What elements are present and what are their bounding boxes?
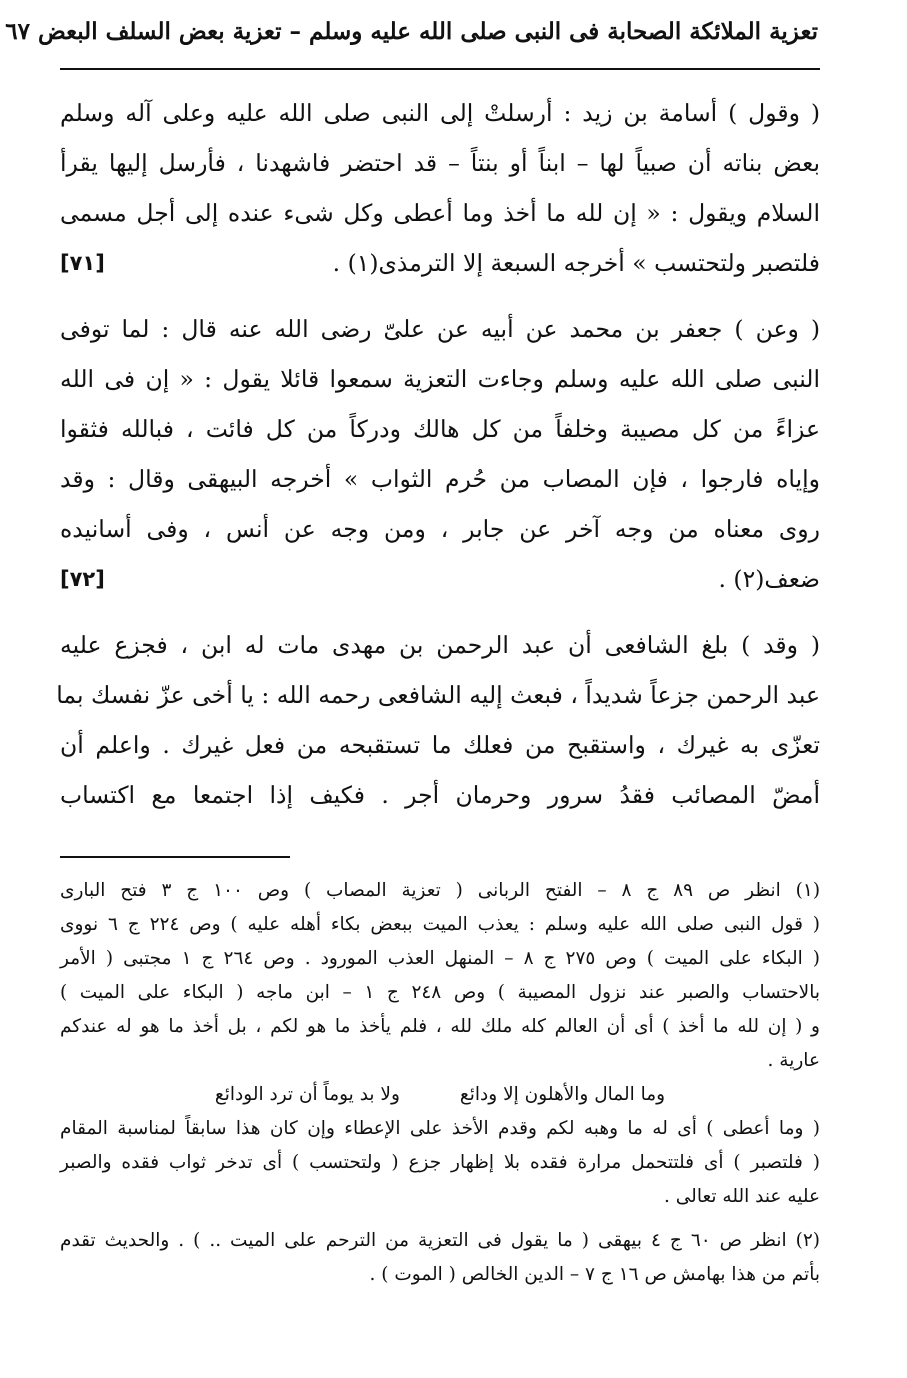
text-line: ( وعن ) جعفر بن محمد عن أبيه عن علىّ رضى الله عنه قال : لما توفى xyxy=(60,315,820,343)
footnote-1 xyxy=(60,874,820,1214)
text-line: تعزّى به غيرك ، واستقبح من فعلك ما تستقبحه من فعل غيرك . واعلم أن xyxy=(60,731,820,759)
hadith-number: [٧٢] xyxy=(60,567,105,591)
text-line: النبى صلى الله عليه وسلم وجاءت التعزية سمعوا قائلا يقول : « إن فى الله xyxy=(60,365,820,393)
hadith-number: [٧١] xyxy=(60,251,105,275)
verse-hemistich: وما المال والأهلون إلا ودائع xyxy=(459,1084,666,1105)
text-line: ( وقد ) بلغ الشافعى أن عبد الرحمن بن مهدى مات له ابن ، فجزع عليه xyxy=(60,631,820,659)
poetry-verse xyxy=(60,1078,820,1112)
page-number: ٦٧ xyxy=(5,18,30,45)
footnote-line: بالاحتساب والصبر عند نزول المصيبة ) وص ٢٤٨ ج ١ – ابن ماجه ( البكاء على الميت ) xyxy=(60,982,820,1003)
text-line: ضعف(٢) . xyxy=(718,565,820,593)
main-text xyxy=(56,88,820,820)
footnote-line: (١) انظر ص ٨٩ ج ٨ – الفتح الربانى ( تعزية المصاب ) وص ١٠٠ ج ٣ فتح البارى xyxy=(60,880,821,901)
footnote-line: عليه عند الله تعالى . xyxy=(664,1186,820,1207)
footnote-line: (٢) انظر ص ٦٠ ج ٤ بيهقى ( ما يقول فى التعزية من الترحم على الميت .. ) . والحديث تقدم xyxy=(60,1230,821,1251)
header-title: تعزية الملائكة الصحابة فى النبى صلى الله عليه وسلم – تعزية بعض السلف البعض xyxy=(37,18,818,45)
footnote-line: عارية . xyxy=(767,1050,820,1071)
footnote-line: بأتم من هذا بهامش ص ١٦ ج ٧ – الدين الخالص ( الموت ) . xyxy=(369,1264,820,1285)
paragraph-71 xyxy=(60,88,820,288)
footnote-line: ( البكاء على الميت ) وص ٢٧٥ ج ٨ – المنهل العذب المورود . وص ٢٦٤ ج ١ مجتبى ( الأمر xyxy=(60,948,821,969)
running-header xyxy=(5,18,820,70)
footnote-line: ( قول النبى صلى الله عليه وسلم : يعذب الميت ببعض بكاء أهله عليه ) وص ٢٢٤ ج ٦ نووى xyxy=(60,914,820,935)
footnote-line: ( فلتصبر ) أى فلتتحمل مرارة فقده بلا إظهار جزع ( ولتحتسب ) أى تدخر ثواب فقده والصبر xyxy=(60,1152,820,1173)
footnote-line: ( وما أعطى ) أى له ما وهبه لكم وقدم الأخذ على الإعطاء وإن كان هذا سابقاً لمناسبة المقام xyxy=(60,1118,820,1139)
text-line: أمضّ المصائب فقدُ سرور وحرمان أجر . فكيف إذا اجتمعا مع اكتساب xyxy=(60,781,820,809)
text-line: السلام ويقول : « إن لله ما أخذ وما أعطى وكل شىء عنده إلى أجل مسمى xyxy=(60,199,820,227)
text-line: عزاءً من كل مصيبة وخلفاً من كل هالك ودركاً من كل فائت ، فبالله فثقوا xyxy=(60,415,820,443)
text-line: فلتصبر ولتحتسب » أخرجه السبعة إلا الترمذى(١) . xyxy=(332,249,820,277)
footnote-2 xyxy=(60,1224,820,1292)
text-line: ( وقول ) أسامة بن زيد : أرسلتْ إلى النبى صلى الله عليه وعلى آله وسلم xyxy=(60,99,820,127)
footnotes xyxy=(60,874,820,1292)
text-line: وإياه فارجوا ، فإن المصاب من حُرم الثواب » أخرجه البيهقى وقال : وقد xyxy=(60,465,820,493)
text-line-last xyxy=(60,554,820,604)
text-line: عبد الرحمن جزعاً شديداً ، فبعث إليه الشافعى رحمه الله : يا أخى عزّ نفسك بما xyxy=(56,681,820,709)
verse-hemistich: ولا بد يوماً أن ترد الودائع xyxy=(214,1084,400,1105)
paragraph-72 xyxy=(60,304,820,604)
paragraph-shafii xyxy=(56,620,820,820)
footnote-line: و ( إن لله ما أخذ ) أى أن العالم كله ملك لله ، فلم يأخذ ما هو لكم ، بل أخذ ما هو له عندكم xyxy=(60,1016,820,1037)
text-line: روى معناه من وجه آخر عن جابر ، ومن وجه عن أنس ، وفى أسانيده xyxy=(60,515,820,543)
book-page xyxy=(5,18,821,1296)
footnote-separator xyxy=(60,856,290,858)
text-line: بعض بناته أن صبياً لها – ابناً أو بنتاً – قد احتضر فاشهدنا ، فأرسل إليها يقرأ xyxy=(60,149,820,177)
text-line-last xyxy=(60,238,820,288)
